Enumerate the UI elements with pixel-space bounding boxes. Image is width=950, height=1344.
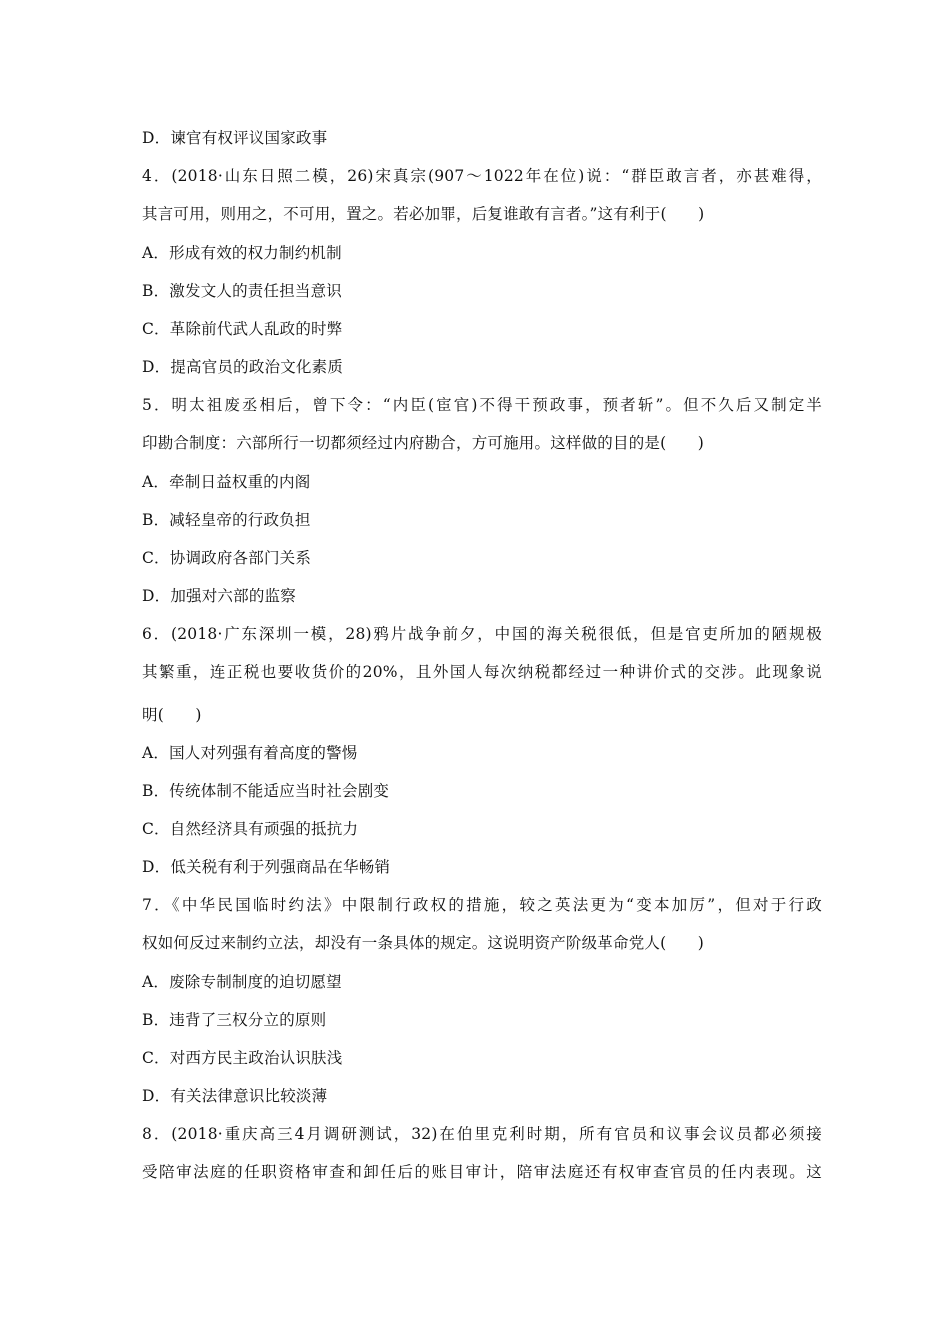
q5-option-d: D．加强对六部的监察: [142, 587, 296, 605]
q7-stem-line-2: 权如何反过来制约立法，却没有一条具体的规定。这说明资产阶级革命党人( ): [142, 934, 704, 952]
q5-stem-line-1: 5．明太祖废丞相后，曾下令：“内臣(宦官)不得干预政事，预者斩”。但不久后又制定半: [142, 396, 822, 414]
q4-option-d: D．提高官员的政治文化素质: [142, 358, 344, 376]
q5-option-c: C．协调政府各部门关系: [142, 549, 312, 567]
q6-option-c: C．自然经济具有顽强的抵抗力: [142, 820, 359, 838]
q4-option-b: B．激发文人的责任担当意识: [142, 282, 342, 300]
q6-stem-line-1: 6．(2018·广东深圳一模，28)鸦片战争前夕，中国的海关税很低，但是官吏所加的陋规极: [142, 625, 822, 643]
q7-option-b: B．违背了三权分立的原则: [142, 1011, 327, 1029]
q4-stem-line-2: 其言可用，则用之，不可用，置之。若必加罪，后复谁敢有言者。”这有利于( ): [142, 205, 705, 223]
q5-stem-line-2: 印勘合制度：六部所行一切都须经过内府勘合，方可施用。这样做的目的是( ): [142, 434, 704, 452]
q4-option-c: C．革除前代武人乱政的时弊: [142, 320, 343, 338]
q7-option-c: C．对西方民主政治认识肤浅: [142, 1049, 343, 1067]
q7-option-d: D．有关法律意识比较淡薄: [142, 1087, 328, 1105]
q6-option-d: D．低关税有利于列强商品在华畅销: [142, 858, 391, 876]
q6-option-a: A．国人对列强有着高度的警惕: [142, 744, 358, 762]
q5-option-b: B．减轻皇帝的行政负担: [142, 511, 311, 529]
q4-option-a: A．形成有效的权力制约机制: [142, 244, 342, 262]
q6-stem-line-3: 明( ): [142, 706, 202, 724]
q8-stem-line-1: 8．(2018·重庆高三4月调研测试，32)在伯里克利时期，所有官员和议事会议员都必须接: [142, 1125, 822, 1143]
q8-stem-line-2: 受陪审法庭的任职资格审查和卸任后的账目审计，陪审法庭还有权审查官员的任内表现。这: [142, 1163, 822, 1181]
q7-stem-line-1: 7．《中华民国临时约法》中限制行政权的措施，较之英法更为“变本加厉”，但对于行政: [142, 896, 822, 914]
q6-stem-line-2: 其繁重，连正税也要收货价的20%，且外国人每次纳税都经过一种讲价式的交涉。此现象说: [142, 663, 822, 681]
q5-option-a: A．牵制日益权重的内阁: [142, 473, 311, 491]
q7-option-a: A．废除专制制度的迫切愿望: [142, 973, 342, 991]
q6-option-b: B．传统体制不能适应当时社会剧变: [142, 782, 390, 800]
q4-stem-line-1: 4．(2018·山东日照二模，26)宋真宗(907～1022年在位)说：“群臣敢言者，亦甚难得，: [142, 167, 822, 185]
q3-option-d: D．谏官有权评议国家政事: [142, 129, 328, 147]
